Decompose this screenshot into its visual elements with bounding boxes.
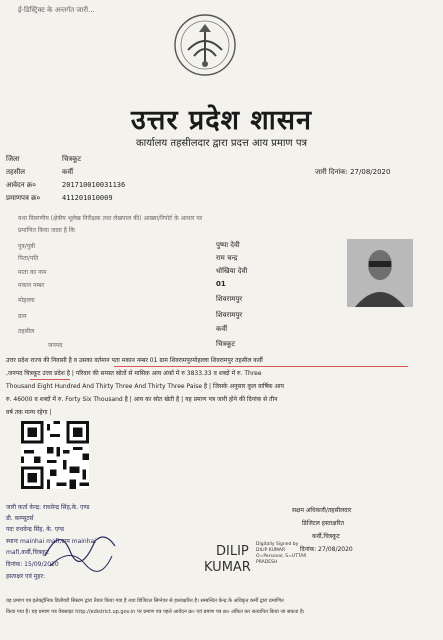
certificate-label: प्रमाणपत्र क्र० bbox=[6, 194, 41, 202]
field-label: पिता/पति bbox=[18, 255, 39, 262]
field-label: तहसील bbox=[18, 328, 35, 335]
district-value: चित्रकूट bbox=[62, 155, 82, 163]
body-line: रु. 46000 व शब्दों में रु. Forty Six Thousand है | आय का स्रोत खेती है | यह प्रमाण पत्र जारी होने की दिनांक से तीन bbox=[6, 396, 278, 403]
digital-signer-name: DILIP bbox=[216, 544, 249, 559]
highlight-underline bbox=[30, 379, 70, 380]
issuer-signature-label: हस्ताक्षर एवं मुहर: bbox=[6, 573, 45, 580]
body-line: वर्ष तक मान्य रहेगा | bbox=[6, 409, 52, 416]
certificate-number: 411201010009 bbox=[62, 194, 113, 202]
body-line: Thousand Eight Hundred And Thirty Three And Thirty Three Paise है | जिसके अनुसार कुल वार्षिक आय bbox=[6, 383, 285, 390]
field-label: मोहल्ला bbox=[18, 297, 35, 304]
signature-scribble bbox=[40, 516, 120, 576]
field-value: राम चन्द्र bbox=[216, 254, 238, 262]
field-label: पुत्र/पुत्री bbox=[18, 243, 36, 250]
qr-code bbox=[21, 421, 89, 489]
application-label: आवेदन क्र० bbox=[6, 181, 36, 189]
issuer-place: स्थानः mainhai mafi,ग्राम mainhai bbox=[6, 538, 96, 545]
field-label: ग्राम bbox=[18, 313, 27, 320]
field-value: शिवरामपुर bbox=[216, 311, 243, 319]
field-value: चित्रकूट bbox=[216, 340, 236, 348]
field-value: शिवरामपुर bbox=[216, 295, 243, 303]
footer-line: किया गया है। यह प्रमाण पत्र वेबसाइट http://edistrict.up.gov.in पर प्रमाण पत्र पहले आवेदन क्र० एवं प्रमाण पत्र क्र० अंकित कर सत्यापित किया जा सकता है। bbox=[6, 609, 305, 615]
district-label: जिला bbox=[6, 155, 20, 163]
issuer-date: दिनांक: 15/09/2020 bbox=[6, 561, 59, 568]
authority-date: दिनांक: 27/08/2020 bbox=[300, 546, 353, 553]
field-value: पुष्पा देवी bbox=[216, 241, 240, 249]
authority-signed: डिजिटल हस्ताक्षरित bbox=[302, 520, 344, 527]
footer-line: यह प्रमाण पत्र इलेक्ट्रॉनिक डिलीवरी सिस्टम द्वारा तैयार किया गया है तथा डिजिटल सिग्नेचर से हस्ताक्षरित है। सम्बन्धित केन्द्र के अधिकृत कर्मी द्वारा प्रमाणित bbox=[6, 598, 284, 604]
top-note: ई-डिस्ट्रिक्ट के अन्तर्गत जारी... bbox=[18, 6, 95, 14]
issuer-place-cont: mafi,कर्वी,चित्रकूट bbox=[6, 549, 49, 556]
field-label: मकान नम्बर bbox=[18, 282, 45, 289]
issuer-designation: पदः राधवेन्द्र सिंह, के. एण्ड bbox=[6, 526, 65, 533]
digital-signature-detail: PRADESH bbox=[256, 560, 278, 565]
field-value: धोखिया देवी bbox=[216, 267, 248, 275]
page-title: उत्तर प्रदेश शासन bbox=[131, 105, 312, 136]
digital-signer-name-2: KUMAR bbox=[204, 560, 251, 575]
intro-line-1: यथा विवरणीय (क्षेत्रीय भूलेख निरीक्षक तथा लेखपाल की) आख्या/रिपोर्ट के आधार पर bbox=[18, 215, 203, 222]
application-number: 201710010031136 bbox=[62, 181, 126, 189]
body-line: ,जनपद चित्रकूट उत्तर प्रदेश है | परिवार की समस्त स्रोतों से मासिक आय अंकों में रु 3833.33 व शब्दों में रु. Three bbox=[6, 370, 262, 377]
highlight-underline bbox=[114, 366, 408, 367]
field-label: जनपद bbox=[48, 342, 63, 349]
tehsil-value: कर्वी bbox=[62, 168, 74, 176]
digital-signature-detail: Digitally Signed by bbox=[256, 542, 299, 547]
issue-date: जारी दिनांक: 27/08/2020 bbox=[315, 168, 391, 176]
digital-signature-detail: O=Personal, S=UTTAR bbox=[256, 554, 307, 559]
tehsil-label: तहसील bbox=[6, 168, 25, 176]
field-value: 01 bbox=[216, 280, 226, 288]
field-value: कर्वी bbox=[216, 325, 228, 333]
body-line: उत्तर प्रदेश राज्य की निवासी है व उसका वर्तमान पता मकान नम्बर 01 ग्राम शिवरामपुरमोहल्ला शिवरामपुर तहसील कर्वी bbox=[6, 357, 263, 364]
page-subtitle: कार्यालय तहसीलदार द्वारा प्रदत्त आय प्रमाण पत्र bbox=[135, 138, 308, 149]
authority-title: सक्षम अधिकारी/तहसीलदार bbox=[292, 507, 352, 514]
up-government-emblem-icon bbox=[170, 12, 240, 78]
authority-place: कर्वी,चित्रकूट bbox=[312, 533, 340, 540]
issuer-center: जारी कर्ता केन्द्र: राधवेन्द्र सिंह,के. एण्ड bbox=[6, 504, 90, 511]
digital-signature-detail: DILIP KUMAR bbox=[256, 548, 285, 553]
applicant-photo bbox=[347, 239, 413, 307]
intro-line-2: प्रमाणित किया जाता है कि bbox=[18, 227, 76, 234]
field-label: माता का नाम bbox=[18, 269, 47, 276]
issuer-center-cont: डी. कम्प्यूटर्स bbox=[6, 515, 34, 522]
